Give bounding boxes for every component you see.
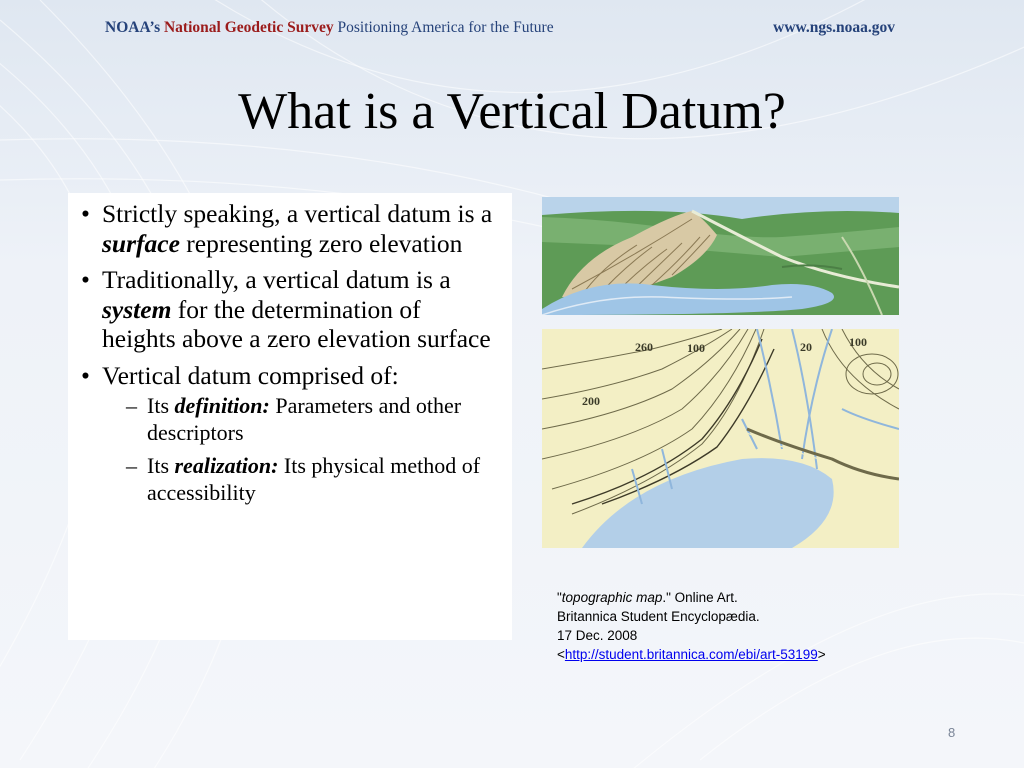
slide-header <box>105 19 905 43</box>
emphasis-system: system <box>102 294 172 324</box>
header-url: www.ngs.noaa.gov <box>773 19 895 36</box>
emphasis-definition: definition: <box>174 393 270 418</box>
emphasis-surface: surface <box>102 228 180 258</box>
page-number: 8 <box>948 725 956 740</box>
header-org: NOAA’s <box>105 19 161 36</box>
emphasis-realization: realization: <box>174 453 279 478</box>
caption-line-2: Britannica Student Encyclopædia. <box>557 609 760 624</box>
dash-icon: – <box>126 393 137 418</box>
sub-item-realization: – Its realization: Its physical method of accessibility <box>126 453 481 505</box>
contour-label: 200 <box>582 394 600 408</box>
bullet-icon: • <box>81 199 90 228</box>
header-tagline: Positioning America for the Future <box>337 19 554 36</box>
caption-title: topographic map <box>561 590 663 605</box>
image-caption <box>557 588 877 664</box>
bullet-icon: • <box>81 265 90 294</box>
slide-title: What is a Vertical Datum? <box>238 83 786 140</box>
bullet-icon: • <box>81 360 90 390</box>
caption-line-3: 17 Dec. 2008 <box>557 628 638 643</box>
topographic-map-illustration <box>542 329 899 548</box>
caption-line-1: "topographic map." Online Art. <box>557 590 738 605</box>
header-agency: National Geodetic Survey <box>163 19 334 36</box>
sub-bullet-list <box>102 393 500 506</box>
contour-label: 100 <box>687 341 705 355</box>
content-panel <box>68 193 512 640</box>
dash-icon: – <box>126 453 137 478</box>
sub-item-definition: – Its definition: Parameters and other descriptors <box>126 393 462 445</box>
contour-label: 100 <box>849 335 867 349</box>
bullet-list <box>68 193 512 506</box>
bullet-item-comprised: • Vertical datum comprised of: – Its definition: Parameters and other descriptors – Its realization: Its physical method of accessibility <box>81 361 500 507</box>
bullet-item-surface: • Strictly speaking, a vertical datum is a surface representing zero elevation <box>81 199 493 258</box>
bullet-item-system: • Traditionally, a vertical datum is a system for the determination of heights above a zero elevation surface <box>81 265 491 353</box>
landscape-illustration <box>542 197 899 315</box>
contour-label: 260 <box>635 340 653 354</box>
caption-line-4: <http://student.britannica.com/ebi/art-53199> <box>557 647 826 662</box>
source-link[interactable]: http://student.britannica.com/ebi/art-53199 <box>564 647 818 662</box>
contour-label: 20 <box>800 340 812 354</box>
